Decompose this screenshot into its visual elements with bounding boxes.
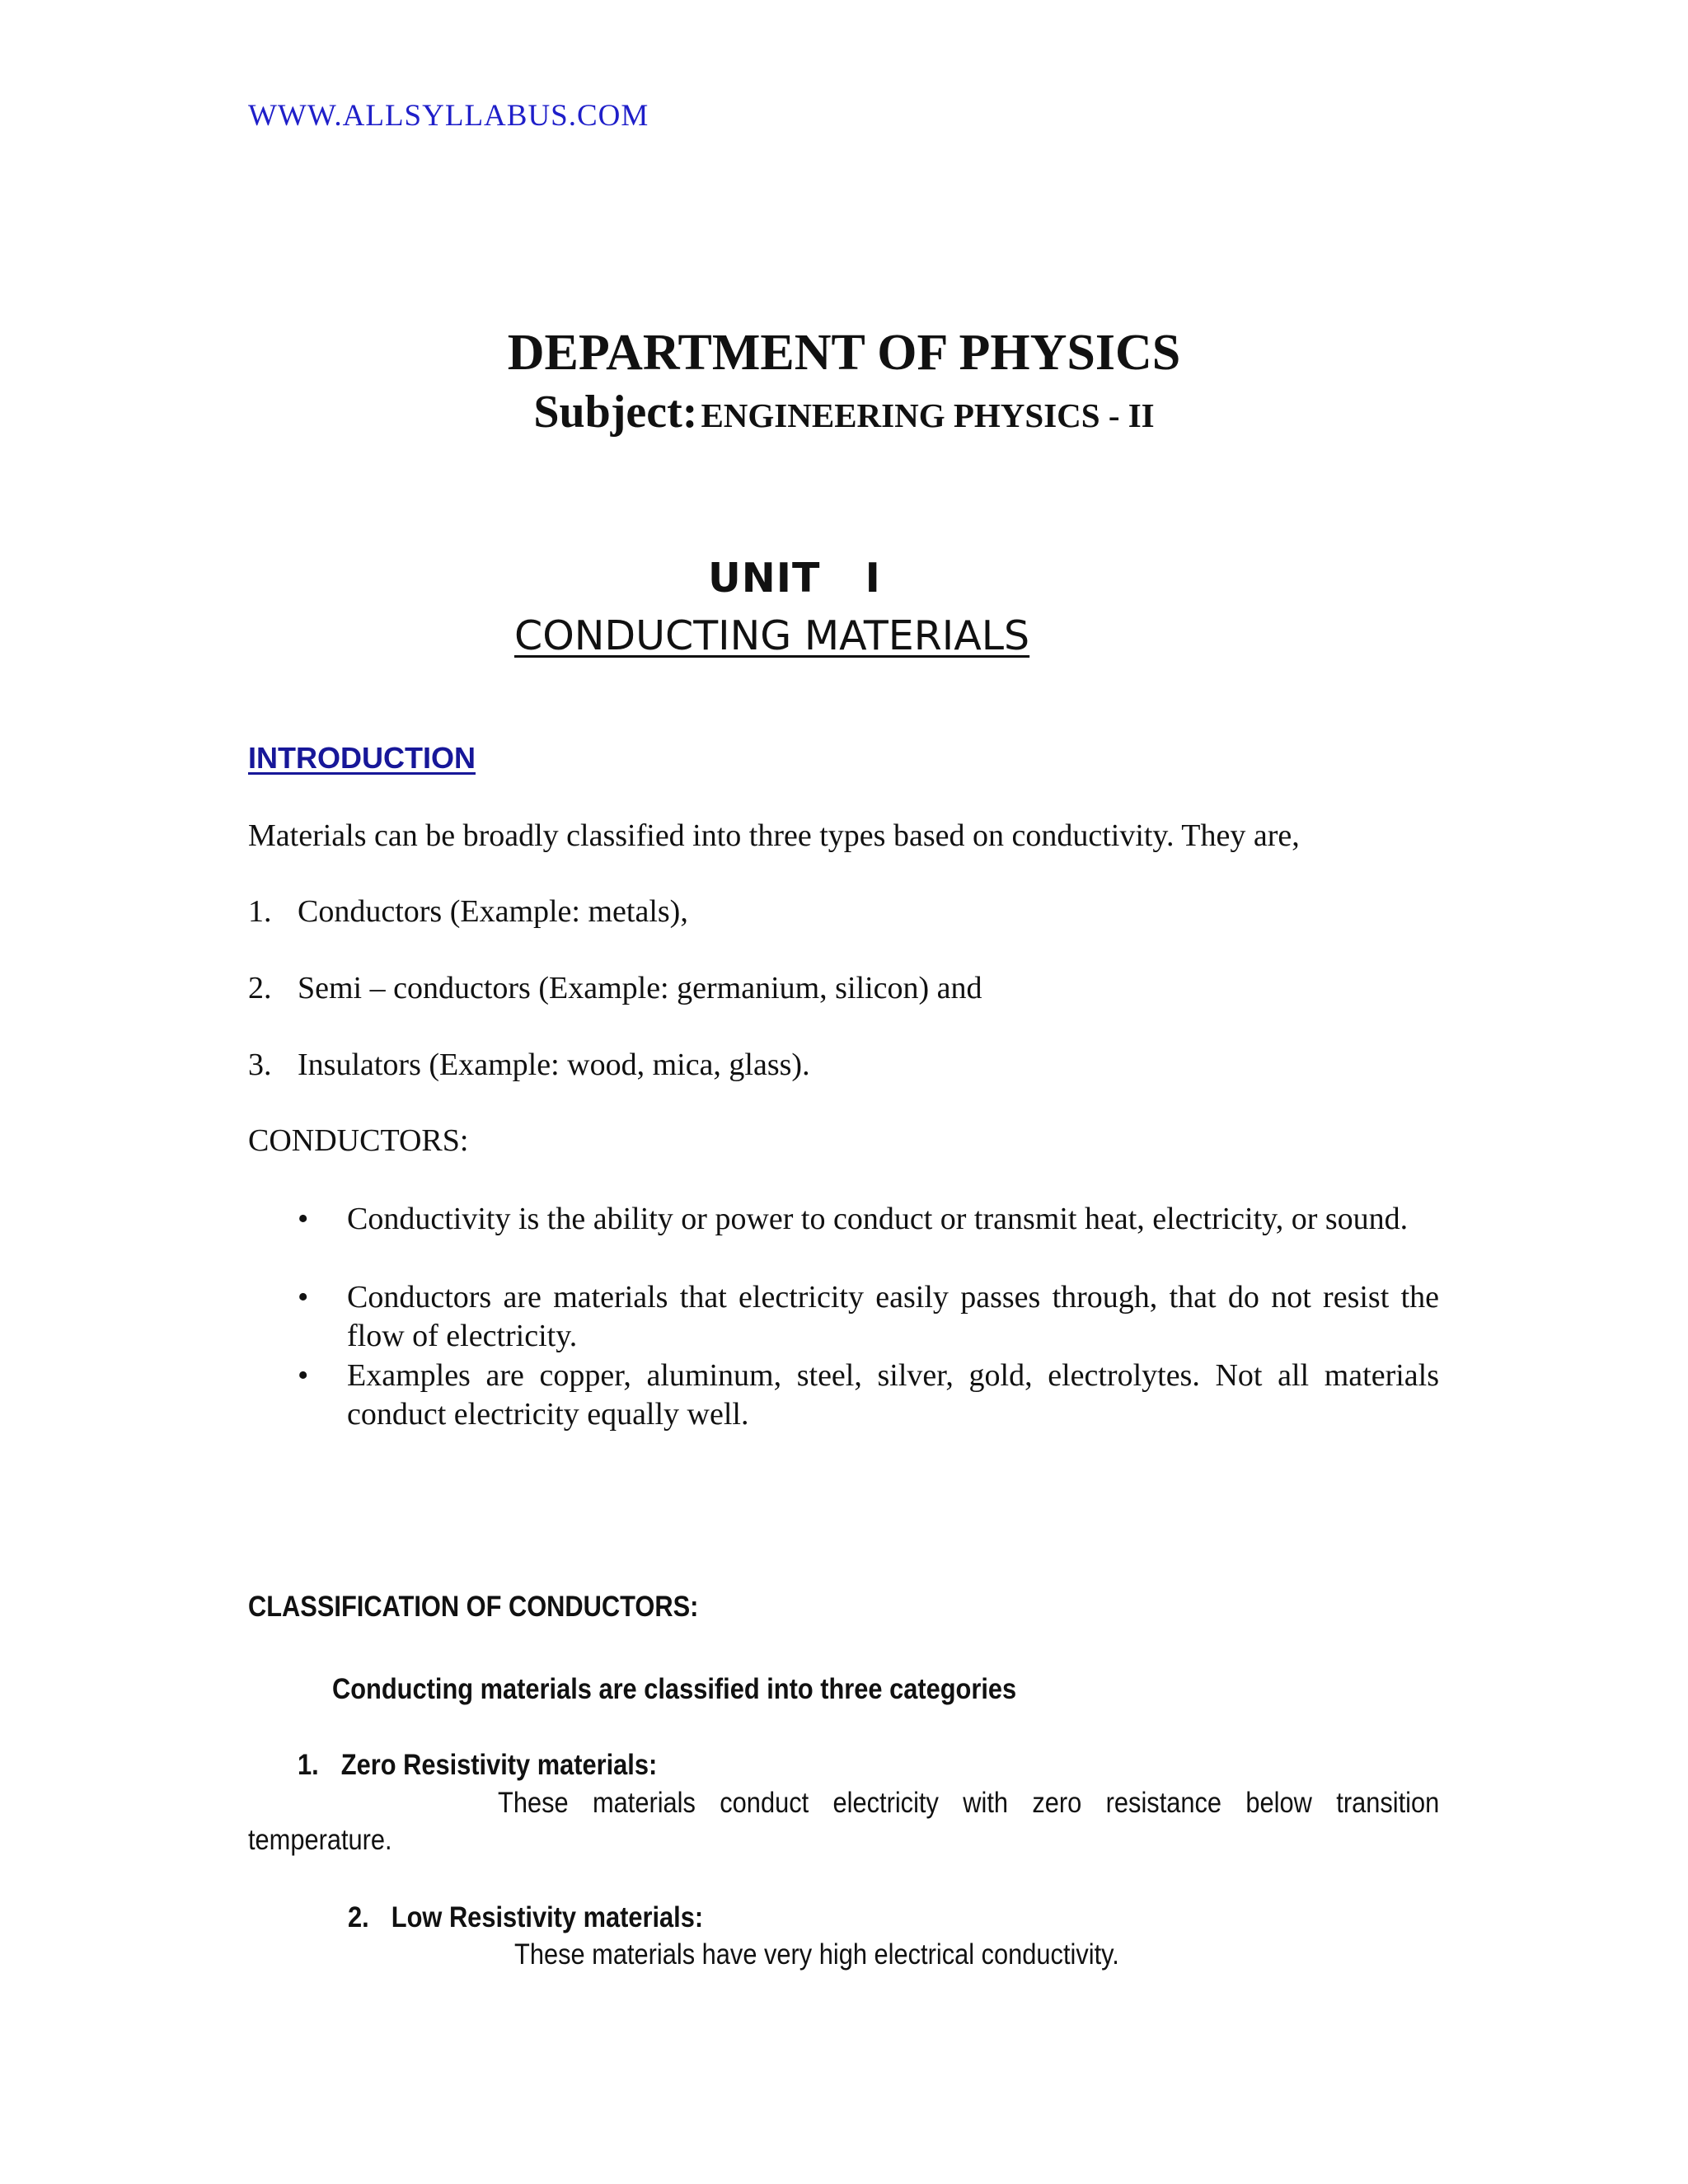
subject-name: ENGINEERING PHYSICS - II <box>701 396 1155 434</box>
list-item-text: Insulators (Example: wood, mica, glass). <box>298 1047 810 1082</box>
list-number: 1. <box>248 894 272 929</box>
bullet-icon: • <box>298 1358 309 1393</box>
conductors-heading: CONDUCTORS: <box>248 1123 469 1158</box>
bullet-item <box>298 1200 1439 1239</box>
bullet-text: Conductors are materials that electricity easily passes through, that do not resist the flow of electricity. <box>347 1280 1439 1353</box>
list-item <box>248 970 982 1006</box>
list-item <box>248 893 688 930</box>
subject-line <box>0 386 1688 438</box>
category-description: These materials have very high electrical conductivity. <box>514 1938 1119 1971</box>
bullet-item <box>298 1278 1439 1356</box>
unit-label: UNIT I <box>708 555 881 602</box>
list-item <box>248 1047 810 1083</box>
category-title-text: Zero Resistivity materials: <box>340 1749 658 1781</box>
category-title-text: Low Resistivity materials: <box>391 1901 704 1933</box>
introduction-heading: INTRODUCTION <box>248 741 476 775</box>
site-url-link[interactable]: WWW.ALLSYLLABUS.COM <box>248 99 649 133</box>
bullet-icon: • <box>298 1280 309 1315</box>
bullet-item <box>298 1357 1439 1434</box>
bullet-text: Conductivity is the ability or power to conduct or transmit heat, electricity, or sound. <box>347 1202 1409 1236</box>
unit-title: CONDUCTING MATERIALS <box>514 612 1030 659</box>
list-item-text: Semi – conductors (Example: germanium, silicon) and <box>298 971 982 1005</box>
category-number: 1. <box>298 1749 319 1781</box>
classification-heading: CLASSIFICATION OF CONDUCTORS: <box>248 1591 699 1623</box>
bullet-text: Examples are copper, aluminum, steel, silver, gold, electrolytes. Not all materials conduct electricity equally well. <box>347 1358 1439 1432</box>
department-title: DEPARTMENT OF PHYSICS <box>507 325 1181 381</box>
list-number: 2. <box>248 971 272 1005</box>
list-item-text: Conductors (Example: metals), <box>298 894 688 929</box>
category-description-continued: temperature. <box>248 1824 392 1856</box>
category-title <box>348 1901 703 1934</box>
classification-subheading: Conducting materials are classified into three categories <box>332 1673 1017 1705</box>
category-description: These materials conduct electricity with zero resistance below transition <box>498 1787 1440 1819</box>
list-number: 3. <box>248 1047 272 1082</box>
subject-label: Subject: <box>533 387 698 438</box>
bullet-icon: • <box>298 1202 309 1236</box>
category-title <box>298 1749 657 1782</box>
category-number: 2. <box>348 1901 369 1933</box>
introduction-text: Materials can be broadly classified into three types based on conductivity. They are, <box>248 818 1300 853</box>
